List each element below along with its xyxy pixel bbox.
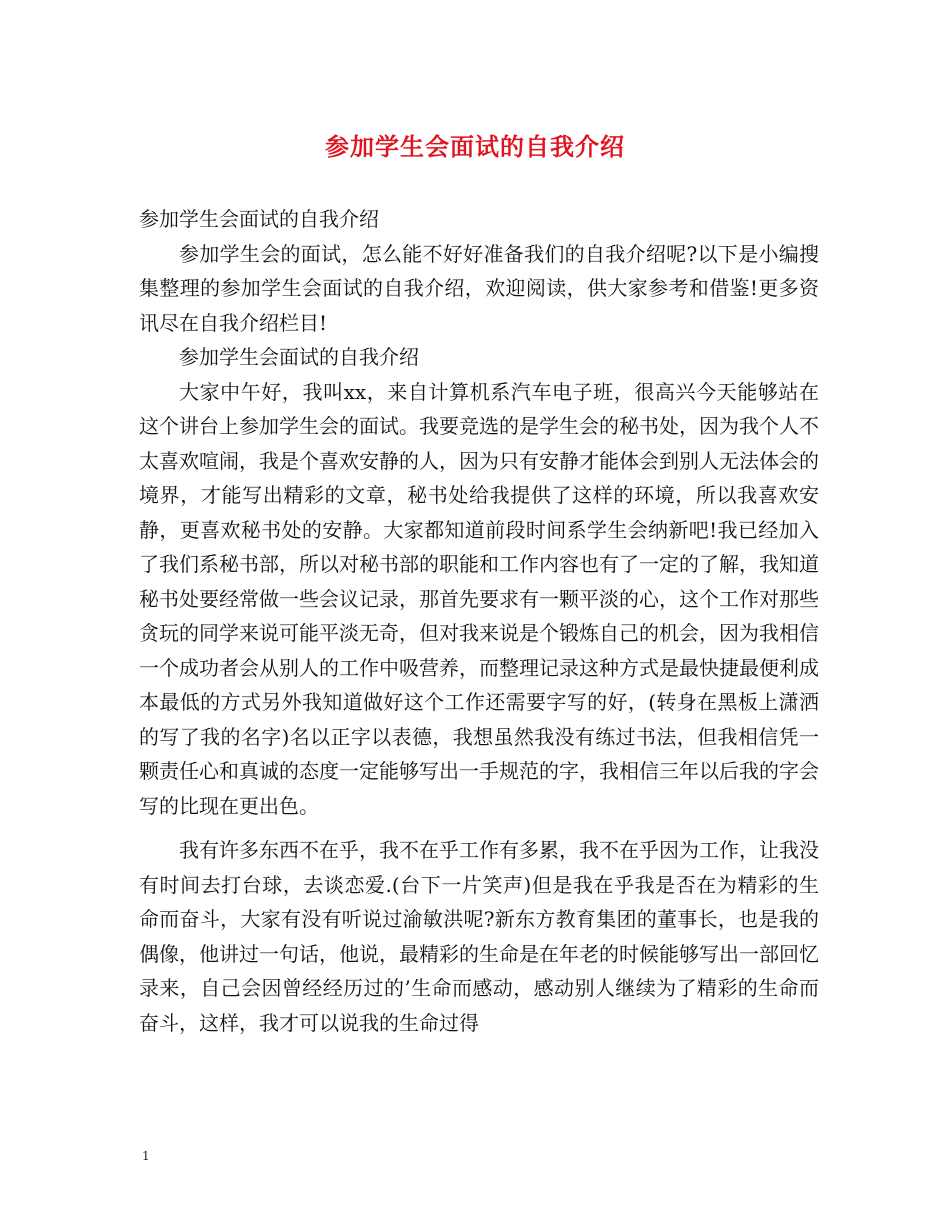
speech-paragraph-1: 大家中午好，我叫xx，来自计算机系汽车电子班，很高兴今天能够站在这个讲台上参加学生会的面试。我要竞选的是学生会的秘书处，因为我个人不太喜欢喧闹，我是个喜欢安静的人，因为只有安静才能体会到别人无法体会的境界，才能写出精彩的文章，秘书处给我提供了这样的环境，所以我喜欢安静，更喜欢秘书处的安静。大家都知道前段时间系学生会纳新吧!我已经加入了我们系秘书部，所以对秘书部的职能和工作内容也有了一定的了解，我知道秘书处要经常做一些会议记录，那首先要求有一颗平淡的心，这个工作对那些贪玩的同学来说可能平淡无奇，但对我来说是个锻炼自己的机会，因为我相信一个成功者会从别人的工作中吸营养，而整理记录这种方式是最快捷最便利成本最低的方式另外我知道做好这个工作还需要字写的好，(转身在黑板上潇洒的写了我的名字)名以正字以表德，我想虽然我没有练过书法，但我相信凭一颗责任心和真诚的态度一定能够写出一手规范的字，我相信三年以后我的字会写的比现在更出色。 — [139, 379, 819, 818]
document-body — [139, 202, 819, 1040]
body-heading: 参加学生会面试的自我介绍 — [139, 207, 379, 231]
intro-paragraph: 参加学生会的面试，怎么能不好好准备我们的自我介绍呢?以下是小编搜集整理的参加学生会面试的自我介绍，欢迎阅读，供大家参考和借鉴!更多资讯尽在自我介绍栏目! — [139, 241, 819, 335]
page-number: 1 — [142, 1149, 150, 1163]
document-title: 参加学生会面试的自我介绍 — [325, 132, 625, 161]
section-heading: 参加学生会面试的自我介绍 — [179, 345, 419, 369]
speech-paragraph-2: 我有许多东西不在乎，我不在乎工作有多累，我不在乎因为工作，让我没有时间去打台球，去谈恋爱.(台下一片笑声)但是我在乎我是否在为精彩的生命而奋斗，大家有没有听说过渝敏洪呢?新东方教育集团的董事长，也是我的偶像，他讲过一句话，他说，最精彩的生命是在年老的时候能够写出一部回忆录来，自己会因曾经经历过的’生命而感动，感动别人继续为了精彩的生命而奋斗，这样，我才可以说我的生命过得 — [139, 838, 819, 1035]
